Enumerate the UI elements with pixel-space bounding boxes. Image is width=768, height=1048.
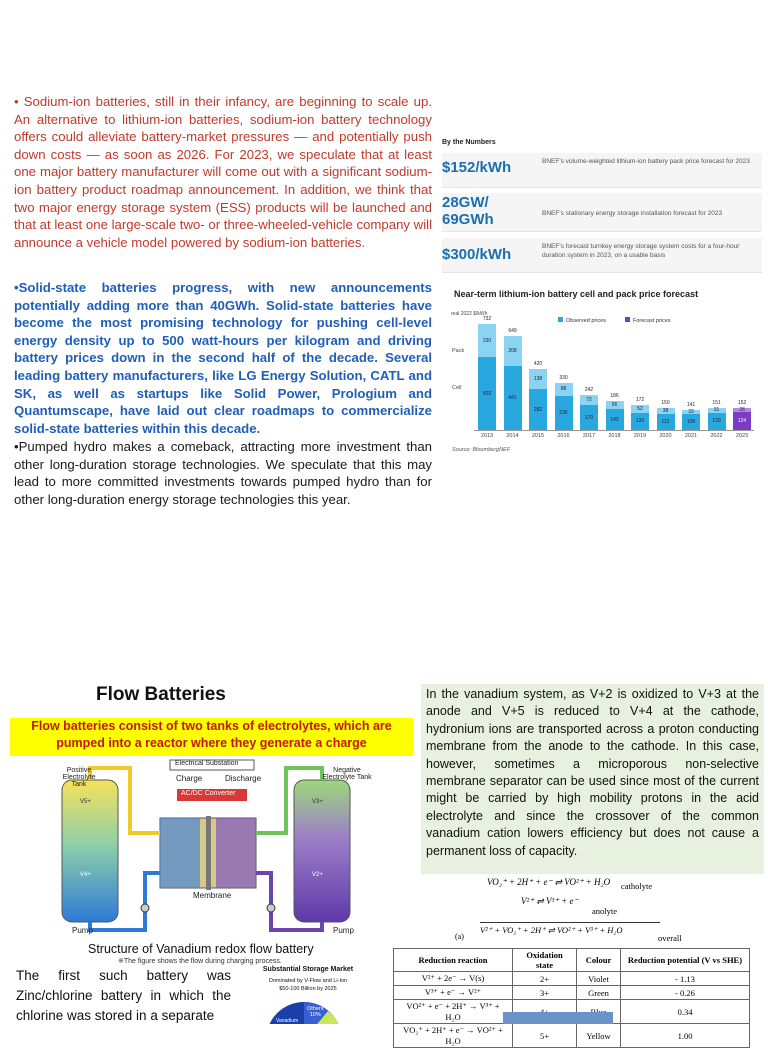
bar-pack-label: 28 bbox=[739, 407, 745, 414]
ion-label-v2: V2+ bbox=[312, 872, 323, 878]
diagram-subcaption: ※The figure shows the flow during charging process. bbox=[118, 958, 282, 965]
table-cell: 5+ bbox=[513, 1024, 577, 1048]
bar-pack-label: 52 bbox=[637, 405, 643, 412]
bar-pack-label: 33 bbox=[688, 408, 694, 415]
label-pump-left: Pump bbox=[72, 926, 93, 935]
x-tick-label: 2018 bbox=[608, 433, 621, 439]
equation-anolyte-label: anolyte bbox=[592, 906, 618, 916]
chart-ylabel: real 2022 $/kWh bbox=[451, 311, 488, 317]
bar-total-label: 150 bbox=[661, 400, 670, 407]
stat-value: $152/kWh bbox=[442, 159, 512, 176]
row-label-pack: Pack bbox=[452, 348, 465, 354]
bar-total-label: 420 bbox=[533, 361, 543, 368]
bar-total-label: 186 bbox=[610, 393, 619, 400]
table-cell: Green bbox=[577, 986, 621, 1000]
legend-swatch-observed bbox=[558, 317, 563, 322]
chart-container bbox=[442, 285, 762, 465]
stat-description: BNEF's volume-weighted lithium-ion battery pack price forecast for 2023 bbox=[542, 158, 750, 165]
bar-pack-label: 72 bbox=[586, 397, 592, 404]
table-cell: VO₂⁺ + 2H⁺ + e⁻ → VO²⁺ + H₂O bbox=[394, 1024, 513, 1048]
bar-total-label: 152 bbox=[737, 400, 747, 406]
table-cell: V³⁺ + e⁻ → V²⁺ bbox=[394, 986, 513, 1000]
bar-cell-label: 108 bbox=[686, 419, 696, 426]
table-header: Reduction reaction bbox=[394, 949, 513, 972]
label-charge: Charge bbox=[176, 774, 203, 783]
pump-right-icon bbox=[267, 904, 275, 912]
by-numbers-heading: By the Numbers bbox=[442, 139, 496, 146]
table-cell: - 0.26 bbox=[621, 986, 750, 1000]
sodium-ion-paragraph: • Sodium-ion batteries, still in their infancy, are beginning to scale up. An alternative to lithium-ion batteries, sodium-ion battery technology offers could alleviate battery-market pressures — and potentially push down costs — as soon as 2026. For 2023, we speculate that at least one major battery manufacturer will come out with a significant sodium-ion battery product roadmap announcement. In addition, we think that two major energy storage system (ESS) products will be launched and that at least one large-scale two- or three-wheeled-vehicle company will announce a vehicle model powered by sodium-ion batteries. bbox=[14, 94, 432, 250]
stat-value: 28GW/ 69GWh bbox=[442, 194, 494, 228]
market-sub2: $50-100 Billion by 2025 bbox=[279, 986, 337, 992]
pie-others-label: Others bbox=[307, 1006, 324, 1012]
label-discharge: Discharge bbox=[225, 774, 262, 783]
pie-others-percent: 10% bbox=[309, 1012, 321, 1018]
x-tick-label: 2017 bbox=[582, 433, 596, 439]
x-tick-label: 2019 bbox=[633, 433, 647, 439]
legend-observed bbox=[558, 317, 606, 324]
bar-pack-label: 138 bbox=[533, 376, 543, 383]
market-sub1: Dominated by V-Flow and Li-Ion bbox=[268, 978, 348, 984]
x-tick-label: 2023 bbox=[735, 433, 749, 439]
bar-pack-label: 230 bbox=[482, 337, 492, 344]
bar-total-label: 649 bbox=[508, 328, 517, 335]
table-cell: 0.34 bbox=[621, 1000, 750, 1024]
legend-label-forecast: Forecast prices bbox=[633, 318, 671, 324]
bar-total-label: 141 bbox=[686, 401, 696, 408]
label-substation: Electrical Substation bbox=[175, 760, 239, 767]
bar-pack-label: 31 bbox=[713, 407, 720, 414]
stat-description: BNEF's stationary energy storage installation forecast for 2023 bbox=[542, 210, 723, 217]
label-positive-tank: Positive Electrolyte Tank bbox=[62, 767, 96, 788]
bar-total-label: 732 bbox=[482, 316, 492, 323]
bar-pack-label: 38 bbox=[662, 408, 669, 415]
x-tick-label: 2015 bbox=[531, 433, 545, 439]
x-tick-label: 2013 bbox=[480, 433, 494, 439]
stat-description: BNEF's forecast turnkey energy storage system costs for a four-hour duration system in 2023, on a usable basis bbox=[542, 243, 740, 259]
table-header: Oxidation state bbox=[513, 949, 577, 972]
bar-total-label: 242 bbox=[584, 386, 594, 393]
equation-catholyte-label: catholyte bbox=[621, 881, 653, 891]
zinc-paragraph: The first such battery was Zinc/chlorine battery in which the chlorine was stored in a separate bbox=[16, 968, 231, 1023]
stat-row bbox=[442, 193, 762, 232]
bar-pack-label: 208 bbox=[508, 348, 517, 355]
x-tick-label: 2014 bbox=[506, 433, 519, 439]
bar-cell-label: 120 bbox=[712, 418, 721, 425]
market-title: Substantial Storage Market bbox=[262, 966, 354, 973]
table-cell: 2+ bbox=[513, 972, 577, 986]
bar-cell-label: 143 bbox=[610, 416, 619, 423]
stat-row bbox=[442, 153, 762, 188]
solid-state-paragraph: •Solid-state batteries progress, with new announcements potentially adding more than 40GWh. Solid-state batteries have become the most promising technology for pushing cell-level energy density up to 500 watt-hours per kilogram and driving battery prices down in the second half of the decade. Several leading battery manufacturers, like LG Energy Solution, CATL and SK, as well as startups like Solid Power, Prologium and Quantumscape, have laid out clear roadmaps to commercialize solid-state batteries within this decade. bbox=[14, 280, 432, 436]
ion-label-v4: V4+ bbox=[80, 872, 91, 878]
table-header-row bbox=[394, 949, 750, 972]
table-cell: 1.00 bbox=[621, 1024, 750, 1048]
bar-cell-label: 441 bbox=[508, 395, 517, 402]
bar-cell-label: 112 bbox=[661, 418, 670, 425]
bar-cell-label: 502 bbox=[482, 390, 492, 397]
membrane bbox=[206, 816, 211, 890]
table-row bbox=[394, 986, 750, 1000]
reactor-right bbox=[216, 818, 256, 888]
equation-catholyte: VO₂⁺ + 2H⁺ + e⁻ ⇌ VO²⁺ + H₂O bbox=[487, 877, 611, 887]
table-cell: Violet bbox=[577, 972, 621, 986]
legend-swatch-forecast bbox=[625, 317, 630, 322]
table-cell: 3+ bbox=[513, 986, 577, 1000]
legend-label-observed: Observed prices bbox=[566, 318, 607, 324]
bar-pack-label: 88 bbox=[560, 386, 567, 393]
label-negative-tank: Negative Electrolyte Tank bbox=[322, 767, 372, 781]
x-tick-label: 2016 bbox=[557, 433, 570, 439]
pump-left-icon bbox=[141, 904, 149, 912]
table-row bbox=[394, 972, 750, 986]
stat-row bbox=[442, 238, 762, 273]
pumped-hydro-paragraph: •Pumped hydro makes a comeback, attracting more investment than other long-duration storage technologies. We speculate that this may lead to more committed investments towards pumped hydro than for other long-duration energy storage technologies this year. bbox=[14, 439, 432, 507]
ion-label-v5: V5+ bbox=[80, 799, 91, 805]
table-cell: - 1.13 bbox=[621, 972, 750, 986]
reactor-left bbox=[160, 818, 200, 888]
vanadium-box: In the vanadium system, as V+2 is oxidized to V+3 at the anode and V+5 is reduced to V+4 at the cathode, hydronium ions are transported across a proton conducting membrane from the anode to the cathode. In this case, however, sometimes a microporous non-selective membrane separator can be used since most of the current might be carried by high mobility protons in the acid electrolyte and since the crossover of the common vanadium cation lowers efficiency but does not cause a permanent loss of capacity. bbox=[421, 684, 764, 874]
chart-title: Near-term lithium-ion battery cell and pack price forecast bbox=[454, 289, 699, 299]
bar-cell-label: 170 bbox=[584, 414, 594, 421]
chart-source: Source: BloombergNEF bbox=[452, 447, 511, 453]
bar-cell-label: 282 bbox=[533, 406, 543, 413]
table-header: Reduction potential (V vs SHE) bbox=[621, 949, 750, 972]
flow-banner: Flow batteries consist of two tanks of electrolytes, which are pumped into a reactor where they generate a charge bbox=[10, 718, 413, 756]
equation-anolyte: V²⁺ ⇌ V³⁺ + e⁻ bbox=[521, 896, 579, 906]
table-cell: Yellow bbox=[577, 1024, 621, 1048]
pie-label-others bbox=[307, 1006, 324, 1018]
diagram-caption: Structure of Vanadium redox flow battery bbox=[88, 942, 314, 956]
bar-cell-label: 236 bbox=[559, 409, 568, 416]
flow-title: Flow Batteries bbox=[96, 684, 226, 705]
label-converter: AC/DC Converter bbox=[181, 790, 236, 797]
ion-label-v3: V3+ bbox=[312, 799, 323, 805]
pie-label-vanadium: Vanadium bbox=[276, 1018, 299, 1024]
table-header: Colour bbox=[577, 949, 621, 972]
table-row bbox=[394, 1024, 750, 1048]
x-tick-label: 2021 bbox=[684, 433, 698, 439]
bar-total-label: 330 bbox=[559, 375, 568, 382]
label-membrane: Membrane bbox=[193, 891, 232, 900]
bar-total-label: 172 bbox=[635, 397, 645, 404]
equation-overall-label: overall bbox=[658, 933, 682, 943]
panel-label: (a) bbox=[455, 932, 464, 941]
stat-value: $300/kWh bbox=[442, 246, 512, 263]
row-label-cell: Cell bbox=[452, 385, 462, 391]
label-pump-right: Pump bbox=[333, 926, 354, 935]
reduction-table bbox=[393, 948, 750, 1048]
x-tick-label: 2022 bbox=[710, 433, 723, 439]
bar-total-label: 151 bbox=[712, 400, 721, 407]
legend-forecast bbox=[625, 317, 671, 324]
bottom-photo bbox=[503, 1012, 613, 1024]
bar-pack-label: 56 bbox=[611, 402, 618, 409]
x-tick-label: 2020 bbox=[659, 433, 672, 439]
table-cell: V²⁺ + 2e⁻ → V(s) bbox=[394, 972, 513, 986]
chart-axis-line bbox=[474, 430, 754, 431]
equation-overall: V²⁺ + VO₂⁺ + 2H⁺ ⇌ VO²⁺ + V³⁺ + H₂O bbox=[480, 922, 660, 936]
vanadium-flow-diagram bbox=[60, 758, 390, 938]
bar-cell-label: 124 bbox=[737, 418, 747, 425]
bar-cell-label: 120 bbox=[635, 418, 645, 425]
table-cell: VO²⁺ + e⁻ + 2H⁺ → V³⁺ + H₂O bbox=[394, 1000, 513, 1024]
